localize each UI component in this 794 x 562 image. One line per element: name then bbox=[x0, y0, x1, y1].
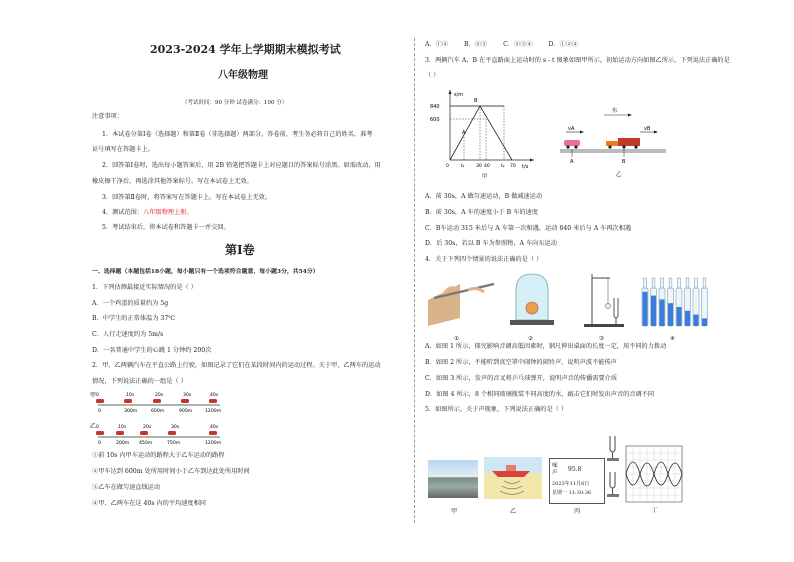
noise-meter-display bbox=[549, 458, 605, 504]
table-shape bbox=[428, 284, 460, 326]
time-label: 40s bbox=[210, 425, 219, 430]
bottle-neck bbox=[695, 278, 698, 288]
time-label: 10s bbox=[126, 393, 135, 398]
q2-statement: ①前 10s 内甲车运动的路程大于乙车运动的路程 bbox=[92, 452, 225, 459]
line-b bbox=[450, 106, 512, 160]
sonar-ship-image bbox=[484, 457, 542, 499]
q1-stem: 1．下列估测最接近实际情况的是（ ） bbox=[92, 284, 197, 291]
distance-label: 900m bbox=[179, 409, 193, 414]
jia-distances bbox=[98, 408, 222, 414]
bottle-neck bbox=[652, 278, 655, 288]
jia-label: 甲 bbox=[90, 392, 97, 399]
ship-icon bbox=[492, 471, 530, 477]
note-line: 证号填写在答题卡上。 bbox=[92, 146, 154, 153]
note-line: 橡皮擦干净后，再选涂其他答案标号。写在本试卷上无效。 bbox=[92, 178, 253, 185]
y-arrow-icon bbox=[449, 90, 452, 94]
pos-b: B bbox=[622, 159, 626, 165]
q1-option: C．人行走速度约为 5m/s bbox=[92, 331, 164, 338]
jia-cars bbox=[96, 399, 217, 403]
section-intro: 一、选择题（本题包括18小题，每小题只有一个选项符合题意，每小题3分，共54分） bbox=[92, 268, 319, 275]
car-icon bbox=[140, 431, 148, 435]
va-arrow-icon bbox=[580, 131, 584, 134]
water-level bbox=[643, 292, 648, 326]
distance-label: 200m bbox=[116, 441, 130, 446]
q3-st-graph bbox=[424, 84, 544, 179]
x-tick: 0 bbox=[446, 164, 449, 169]
meter-date: 2023年11月6日 bbox=[552, 481, 590, 487]
wheel bbox=[566, 145, 569, 148]
x-tick: 30 bbox=[476, 164, 482, 169]
time-label: 0 bbox=[96, 393, 99, 398]
scene-caption: 乙 bbox=[616, 172, 622, 178]
q2-statement: ④甲、乙两车在这 40s 内的平均速度相同 bbox=[92, 500, 206, 507]
yi-times bbox=[96, 424, 219, 430]
yi-distances bbox=[98, 440, 222, 446]
distance-label: 1200m bbox=[205, 441, 222, 446]
vb-label: vB bbox=[644, 126, 651, 132]
y-tick: 840 bbox=[430, 104, 440, 110]
distance-label: 750m bbox=[167, 441, 181, 446]
column-divider bbox=[414, 38, 415, 523]
q4-option: B．如图 2 所示，不能听到真空罩中闹钟的闹铃声，说明声波不能传声 bbox=[425, 359, 617, 366]
bottle-neck bbox=[644, 278, 647, 288]
q5-caption: 甲 bbox=[451, 508, 458, 515]
q3-scene bbox=[560, 104, 670, 179]
vb-arrow-icon bbox=[654, 131, 658, 134]
bottle-neck bbox=[669, 278, 672, 288]
tuning-fork-icon bbox=[610, 472, 615, 494]
q1-option: A．一个鸡蛋的质量约为 5g bbox=[92, 300, 169, 307]
tuning-fork-icon bbox=[610, 436, 615, 458]
truck-b-icon bbox=[606, 138, 640, 149]
figure-label: ② bbox=[528, 336, 533, 342]
q3-option: B．前 30s，A 车的速度小于 B 车的速度 bbox=[425, 209, 538, 216]
water-level bbox=[702, 318, 707, 326]
time-label: 30s bbox=[183, 393, 192, 398]
bell-jar-image bbox=[510, 274, 554, 342]
jia-times bbox=[96, 392, 219, 398]
graph-caption: 甲 bbox=[482, 174, 488, 179]
ship-cabin bbox=[506, 465, 516, 471]
meter-value: 95.8 bbox=[568, 466, 582, 473]
q1-option: B．中学生的正常体温为 37℃ bbox=[92, 315, 176, 322]
ruler-on-table-image bbox=[428, 284, 494, 342]
fork-base bbox=[607, 494, 619, 497]
q4-option: A．如图 1 所示，探究影响音调高低因素时，钢尺伸出桌面的长度一定，用不同的力拨动 bbox=[425, 343, 667, 350]
hand-shape bbox=[468, 288, 484, 292]
car-icon bbox=[209, 399, 217, 403]
wheel bbox=[622, 145, 625, 148]
figure-label: ③ bbox=[599, 336, 604, 342]
wheel bbox=[574, 145, 577, 148]
note4-range: 八年级物理上册。 bbox=[143, 209, 193, 216]
exam-title: 2023-2024 学年上学期期末模拟考试 bbox=[150, 43, 341, 56]
figure-label: ① bbox=[454, 336, 459, 342]
q5-caption: 丙 bbox=[574, 508, 581, 515]
pos-a: A bbox=[570, 159, 574, 165]
water-level bbox=[685, 311, 690, 326]
waveform-image bbox=[606, 432, 686, 514]
note-line bbox=[102, 209, 193, 217]
q2-options bbox=[425, 41, 578, 49]
q1-option: D．一名普通中学生的心跳 1 分钟约 200次 bbox=[92, 347, 212, 354]
q2-stem: 情况，下列说法正确的一组是（ ） bbox=[92, 378, 187, 385]
distance-label: 0 bbox=[98, 441, 101, 446]
label-b: B bbox=[474, 98, 478, 104]
q4-option: C．如图 3 所示，发声的音叉将乒乓球弹开，说明声音的传播需要介质 bbox=[425, 375, 618, 382]
q5-caption: 乙 bbox=[510, 508, 517, 515]
q2-option: A．①④ bbox=[425, 41, 449, 48]
water-level bbox=[660, 299, 665, 326]
bottle-neck bbox=[686, 278, 689, 288]
car-icon bbox=[181, 399, 189, 403]
bottle-neck bbox=[661, 278, 664, 288]
car-a-icon bbox=[564, 140, 580, 149]
x-tick: t₂ bbox=[501, 164, 505, 169]
x-ticks bbox=[446, 163, 516, 169]
yi-cars bbox=[96, 431, 217, 435]
car-icon bbox=[209, 431, 217, 435]
q2-option: C．②③④ bbox=[503, 41, 533, 48]
figure-label: ④ bbox=[670, 336, 675, 342]
q2-option: B．②③ bbox=[464, 41, 488, 48]
q3-stem-close: （ ） bbox=[425, 72, 440, 79]
east-arrow-icon bbox=[628, 114, 632, 117]
time-label: 0 bbox=[96, 425, 99, 430]
y-tick: 600 bbox=[430, 117, 440, 123]
note4-text: 4．测试范围： bbox=[102, 209, 144, 216]
water-level bbox=[668, 303, 673, 326]
label-a: A bbox=[462, 130, 466, 136]
car-icon bbox=[96, 399, 104, 403]
meter-time: 11:30:36 bbox=[568, 490, 592, 496]
car-icon bbox=[124, 399, 132, 403]
exam-subtitle: 八年级物理 bbox=[218, 70, 268, 81]
tuning-fork-icon bbox=[614, 298, 618, 324]
ping-pong-ball bbox=[606, 304, 611, 309]
car-a-body bbox=[564, 140, 580, 146]
car-icon bbox=[153, 399, 161, 403]
distance-label: 600m bbox=[151, 409, 165, 414]
q5-caption: 丁 bbox=[652, 508, 658, 514]
car-icon bbox=[116, 431, 124, 435]
q5-stem: 5．如图所示，关于声现象，下列说法正确的是（ ） bbox=[425, 406, 568, 413]
fork-base bbox=[607, 458, 619, 461]
alarm-clock-icon bbox=[526, 302, 538, 314]
q2-statement: ②甲车达到 600m 处所用时间小于乙车到达此处所用时间 bbox=[92, 468, 250, 475]
meter-label-1: 噪 bbox=[552, 463, 558, 469]
q3-option: C．B车运动 315 米后与 A 车第一次相遇，运动 840 米后与 A 车再次相遇 bbox=[425, 225, 632, 232]
distance-label: 0 bbox=[98, 409, 101, 414]
water-level bbox=[677, 307, 682, 326]
bottle-neck bbox=[703, 278, 706, 288]
x-axis-label: t/s bbox=[522, 164, 529, 170]
note-line: 1．本试卷分第Ⅰ卷（选择题）和第Ⅱ卷（非选择题）两部分。答卷前，考生务必将自己的姓名、准考 bbox=[102, 131, 373, 138]
noise-barrier-image bbox=[428, 460, 478, 498]
section-title: 第Ⅰ卷 bbox=[225, 243, 255, 257]
q3-option: A．前 30s，A 做匀速运动，B 做减速运动 bbox=[425, 193, 543, 200]
note-line: 2．回答第Ⅰ卷时，选出每小题答案后，用 2B 铅笔把答题卡上对应题目的答案标号涂黑。如需改动，用 bbox=[102, 162, 381, 169]
yi-label: 乙 bbox=[90, 423, 97, 430]
q4-figures bbox=[424, 268, 714, 344]
time-label: 40s bbox=[210, 393, 219, 398]
meter-label-2: 声 bbox=[552, 470, 558, 476]
q4-stem: 4．关于下列四个情景的说法正确的是（ ） bbox=[425, 256, 543, 263]
tuning-fork-image bbox=[584, 274, 624, 342]
x-tick: 40 bbox=[484, 164, 490, 169]
q3-stem: 3．两辆汽车 A、B 在平直路面上运动时的 s - t 图象如图甲所示，初始运动方向如图乙所示，下列说法正确的是 bbox=[425, 57, 730, 64]
water-level bbox=[651, 296, 656, 326]
meter-time-row bbox=[552, 489, 591, 497]
time-label: 20s bbox=[143, 425, 152, 430]
x-arrow-icon bbox=[530, 159, 534, 162]
road bbox=[560, 149, 666, 153]
steel-ruler bbox=[434, 284, 494, 298]
distance-label: 300m bbox=[124, 409, 138, 414]
distance-label: 1200m bbox=[205, 409, 222, 414]
meter-weekday: 星期一 bbox=[552, 490, 568, 496]
truck-body bbox=[618, 138, 640, 146]
stand-base bbox=[584, 324, 624, 327]
note-line: 5．考试结束后，将本试卷和答题卡一并交回。 bbox=[102, 224, 230, 231]
bottle-neck bbox=[678, 278, 681, 288]
va-label: vA bbox=[568, 126, 575, 132]
q3-option: D．后 30s，若以 B 车为参照物，A 车向东运动 bbox=[425, 240, 557, 247]
wheel bbox=[608, 145, 611, 148]
q2-car-figure bbox=[88, 388, 228, 450]
car-icon bbox=[168, 431, 176, 435]
jar-base bbox=[510, 320, 554, 325]
east-label: 东 bbox=[612, 108, 618, 114]
car-icon bbox=[96, 431, 104, 435]
x-tick: 70 bbox=[510, 164, 516, 169]
y-axis-label: s/m bbox=[454, 92, 464, 98]
wheel bbox=[634, 145, 637, 148]
x-tick: t₁ bbox=[461, 164, 465, 169]
q2-stem: 2．甲、乙两辆汽车在平直公路上行驶，如图记录了它们在某段时间内的运动过程。关于甲、乙两车的运动 bbox=[92, 362, 381, 369]
q2-statement: ③乙车在做匀速直线运动 bbox=[92, 484, 161, 491]
note-line: 3．回答第Ⅱ卷时，将答案写在答题卡上。写在本试卷上无效。 bbox=[102, 194, 272, 201]
q2-option: D．①②④ bbox=[548, 41, 579, 48]
time-label: 30s bbox=[171, 425, 180, 430]
q4-option: D．如图 4 所示，8 个相同玻璃瓶装不同高度的水，敲击它们时发出声音的音调不同 bbox=[425, 391, 655, 398]
truck-cab bbox=[606, 141, 618, 146]
water-bottles-image bbox=[642, 278, 708, 326]
time-label: 10s bbox=[118, 425, 127, 430]
exam-meta: （考试时间：90 分钟 试卷满分：100 分） bbox=[182, 100, 288, 106]
distance-label: 450m bbox=[139, 441, 153, 446]
water-level bbox=[694, 315, 699, 326]
time-label: 20s bbox=[155, 393, 164, 398]
notes-heading: 注意事项： bbox=[92, 113, 123, 120]
